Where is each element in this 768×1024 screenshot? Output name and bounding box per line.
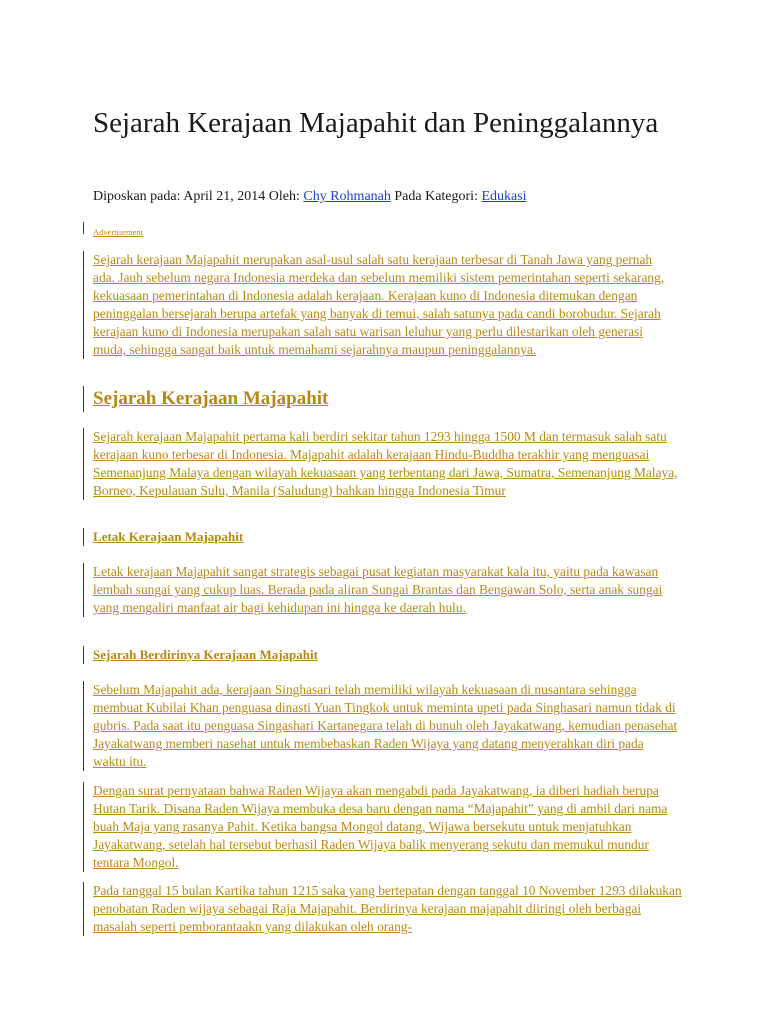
advertisement-link[interactable]: Advertisement — [93, 227, 144, 237]
section1-heading[interactable]: Sejarah Kerajaan Majapahit — [93, 388, 329, 409]
article-title: Sejarah Kerajaan Majapahit dan Peninggalannya — [93, 107, 659, 139]
section3-paragraph-3[interactable]: Pada tanggal 15 bulan Kartika tahun 1215 saka yang bertepatan dengan tanggal 10 November 1293 dilakukan penobatan Raden wijaya sebagai Raja Majapahit. Berdirinya kerajaan majapahit diiringi oleh berbagai masalah seperti pemborantaakn yang dilakukan oleh orang- — [93, 883, 682, 934]
intro-block — [83, 251, 673, 359]
section3-p2-block — [83, 782, 678, 872]
section3-paragraph-1[interactable]: Sebelum Majapahit ada, kerajaan Singhasari telah memiliki wilayah kekuasaan di nusantara sehingga membuat Kubilai Khan penguasa dinasti Yuan Tingkok untuk meminta upeti pada Singhasari namun tidak di gubris. Pada saat itu penguasa Singashari Kartanegara telah di bunuh oleh Jayakatwang, kemudian penasehat Jayakatwang memberi nasehat untuk membebaskan Raden Wijaya yang datang menyerahkan diri pada waktu itu. — [93, 682, 678, 769]
category-link[interactable]: Edukasi — [481, 189, 527, 204]
intro-paragraph[interactable]: Sejarah kerajaan Majapahit merupakan asal-usul salah satu kerajaan terbesar di Tanah Jawa yang pernah ada. Jauh sebelum negara Indonesia merdeka dan sebelum memiliki sistem pemerintahan seperti sekarang, kekuasaan pemerintahan di Indonesia adalah kerajaan. Kerajaan kuno di Indonesia ditemukan dengan peninggalan bersejarah berupa artefak yang banyak di temui, salah satunya pada candi borobudur. Sejarah kerajaan kuno di Indonesia merupakan salah satu warisan leluhur yang perlu dilestarikan oleh generasi muda, sehingga sangat baik untuk memahami sejarahnya maupun peninggalannya. — [93, 252, 665, 357]
section2-block — [83, 563, 673, 617]
section1-block — [83, 428, 678, 500]
article-meta — [93, 188, 713, 206]
section1-heading-block — [83, 386, 703, 412]
section2-heading[interactable]: Letak Kerajaan Majapahit — [93, 529, 244, 544]
section3-heading-block — [83, 646, 703, 664]
category-prefix-text: Pada Kategori: — [390, 189, 482, 204]
section3-p3-block — [83, 882, 688, 936]
posted-date-text: Diposkan pada: April 21, 2014 Oleh: — [93, 189, 304, 204]
section3-paragraph-2[interactable]: Dengan surat pernyataan bahwa Raden Wijaya akan mengabdi pada Jayakatwang, ia diberi hadiah berupa Hutan Tarik. Disana Raden Wijaya membuka desa baru dengan nama “Majapahit” yang di ambil dari nama buah Maja yang rasanya Pahit. Ketika bangsa Mongol datang, Wijawa bersekutu untuk menjatuhkan Jayakatwang, setelah hal tersebut berhasil Raden Wijaya balik menyerang sekutu dan memukul mundur tentara Mongol. — [93, 783, 668, 870]
section3-p1-block — [83, 681, 678, 771]
advertisement-block — [83, 222, 703, 237]
section2-paragraph[interactable]: Letak kerajaan Majapahit sangat strategis sebagai pusat kegiatan masyarakat kala itu, yaitu pada kawasan lembah sungai yang cukup luas. Berada pada aliran Sungai Brantas dan Bengawan Solo, serta anak sungai yang mengaliri manfaat air bagi kehidupan ini hingga ke daerah hulu. — [93, 564, 663, 615]
section3-heading[interactable]: Sejarah Berdirinya Kerajaan Majapahit — [93, 647, 318, 662]
section1-paragraph[interactable]: Sejarah kerajaan Majapahit pertama kali berdiri sekitar tahun 1293 hingga 1500 M dan termasuk salah satu kerajaan kuno terbesar di Indonesia. Majapahit adalah kerajaan Hindu-Buddha terakhir yang menguasai Semenanjung Malaya dengan wilayah kekuasaan yang terbentang dari Jawa, Sumatra, Semenanjung Malaya, Borneo, Kepulauan Sulu, Manila (Saludung) bahkan hingga Indonesia Timur — [93, 429, 678, 498]
section2-heading-block — [83, 528, 703, 546]
author-link[interactable]: Chy Rohmanah — [303, 189, 391, 204]
